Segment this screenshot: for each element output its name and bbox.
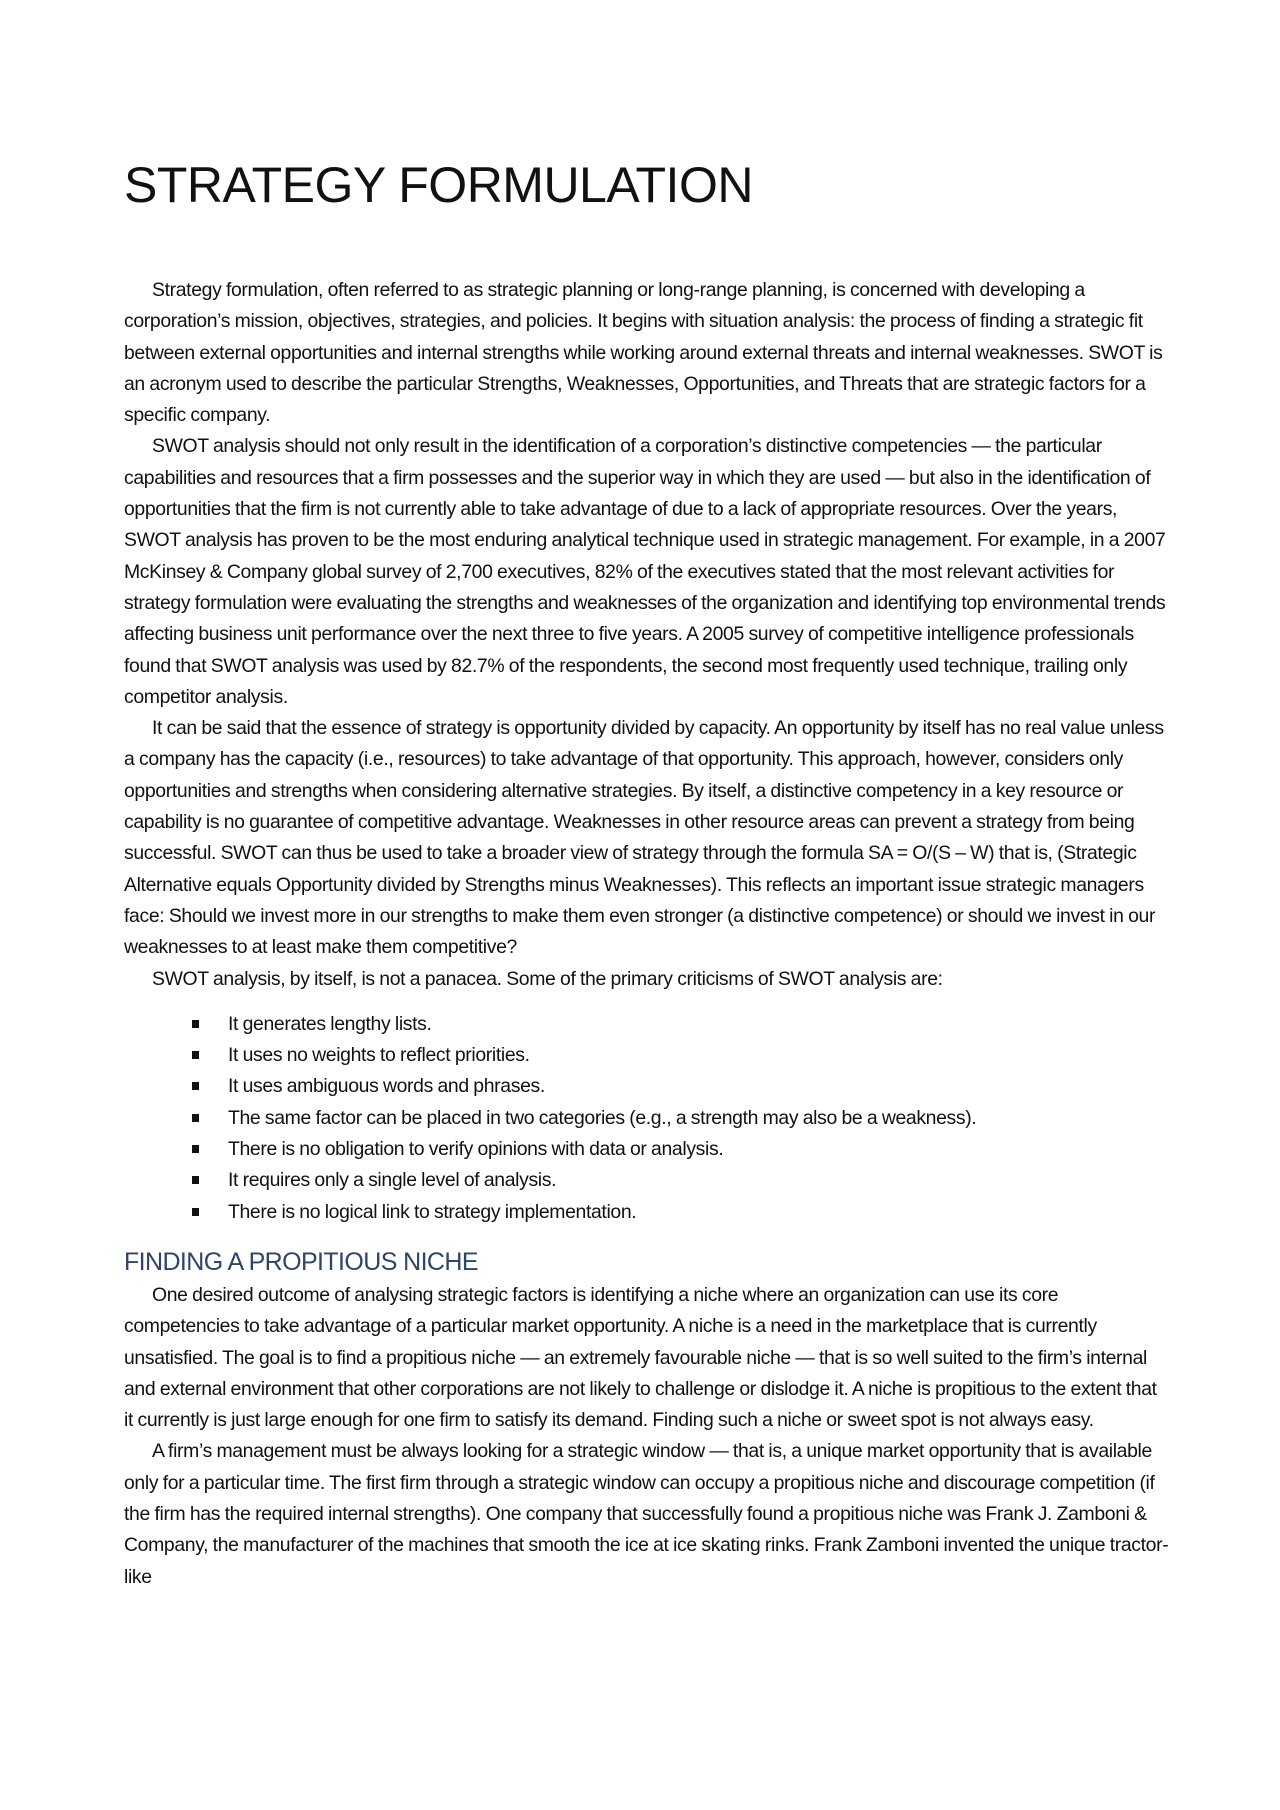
list-item-text: It generates lengthy lists. [228, 1012, 432, 1035]
list-item [192, 1134, 1170, 1165]
list-item-text: There is no logical link to strategy implementation. [228, 1200, 637, 1223]
list-item [192, 1009, 1170, 1040]
square-bullet-icon [192, 1145, 199, 1153]
list-item-text: It requires only a single level of analysis. [228, 1169, 557, 1192]
list-item [192, 1040, 1170, 1071]
list-item-text: The same factor can be placed in two categories (e.g., a strength may also be a weakness). [228, 1106, 977, 1129]
criticisms-list [124, 1009, 1170, 1228]
paragraph-strategy-formulation-intro: Strategy formulation, often referred to as strategic planning or long-range planning, is concerned with developing a corporation’s mission, objectives, strategies, and policies. It begins with situation analysis: the process of finding a strategic fit between external opportunities and internal strengths while working around external threats and internal weaknesses. SWOT is an acronym used to describe the particular Strengths, Weaknesses, Opportunities, and Threats that are strategic factors for a specific company. [124, 279, 1163, 427]
list-item [192, 1197, 1170, 1228]
section-heading: FINDING A PROPITIOUS NICHE [124, 1247, 478, 1276]
list-item-text: It uses no weights to reflect priorities. [228, 1044, 530, 1067]
paragraph-niche-definition: One desired outcome of analysing strategic factors is identifying a niche where an organization can use its core competencies to take advantage of a particular market opportunity. A niche is a need in the marketplace that is currently unsatisfied. The goal is to find a propitious niche — an extremely favourable niche — that is so well suited to the firm’s internal and external environment that other corporations are not likely to challenge or dislodge it. A niche is propitious to the extent that it currently is just large enough for one firm to satisfy its demand. Finding such a niche or sweet spot is not always easy. [124, 1283, 1157, 1432]
list-item [192, 1103, 1170, 1134]
square-bullet-icon [192, 1114, 199, 1122]
list-item [192, 1071, 1170, 1102]
paragraph-opportunity-capacity: It can be said that the essence of strategy is opportunity divided by capacity. An opportunity by itself has no real value unless a company has the capacity (i.e., resources) to take advantage of that opportunity. This approach, however, considers only opportunities and strengths when considering alternative strategies. By itself, a distinctive competency in a key resource or capability is no guarantee of competitive advantage. Weaknesses in other resource areas can prevent a strategy from being successful. SWOT can thus be used to take a broader view of strategy through the formula SA = O/(S – W) that is, (Strategic Alternative equals Opportunity divided by Strengths minus Weaknesses). This reflects an important issue strategic managers face: Should we invest more in our strengths to make them even stronger (a distinctive competence) or should we invest in our weaknesses to at least make them competitive? [124, 717, 1164, 959]
paragraph-strategic-window: A firm’s management must be always looking for a strategic window — that is, a unique market opportunity that is available only for a particular time. The first firm through a strategic window can occupy a propitious niche and discourage competition (if the firm has the required internal strengths). One company that successfully found a propitious niche was Frank J. Zamboni & Company, the manufacturer of the machines that smooth the ice at ice skating rinks. Frank Zamboni invented the unique tractor-like [124, 1440, 1169, 1588]
square-bullet-icon [192, 1082, 199, 1090]
square-bullet-icon [192, 1208, 199, 1216]
list-item [192, 1165, 1170, 1196]
paragraph-swot-analysis: SWOT analysis should not only result in the identification of a corporation’s distinctive competencies — the particular capabilities and resources that a firm possesses and the superior way in which they are used — but also in the identification of opportunities that the firm is not currently able to take advantage of due to a lack of appropriate resources. Over the years, SWOT analysis has proven to be the most enduring analytical technique used in strategic management. For example, in a 2007 McKinsey & Company global survey of 2,700 executives, 82% of the executives stated that the most relevant activities for strategy formulation were evaluating the strengths and weaknesses of the organization and identifying top environmental trends affecting business unit performance over the next three to five years. A 2005 survey of competitive intelligence professionals found that SWOT analysis was used by 82.7% of the respondents, the second most frequently used technique, trailing only competitor analysis. [124, 435, 1166, 708]
square-bullet-icon [192, 1176, 199, 1184]
page-title: STRATEGY FORMULATION [124, 157, 753, 213]
list-item-text: There is no obligation to verify opinions with data or analysis. [228, 1138, 724, 1161]
list-item-text: It uses ambiguous words and phrases. [228, 1075, 545, 1098]
paragraph-swot-criticisms-lead: SWOT analysis, by itself, is not a panacea. Some of the primary criticisms of SWOT analysis are: [152, 967, 943, 990]
document-body [124, 275, 1170, 1593]
square-bullet-icon [192, 1051, 199, 1059]
square-bullet-icon [192, 1020, 199, 1028]
